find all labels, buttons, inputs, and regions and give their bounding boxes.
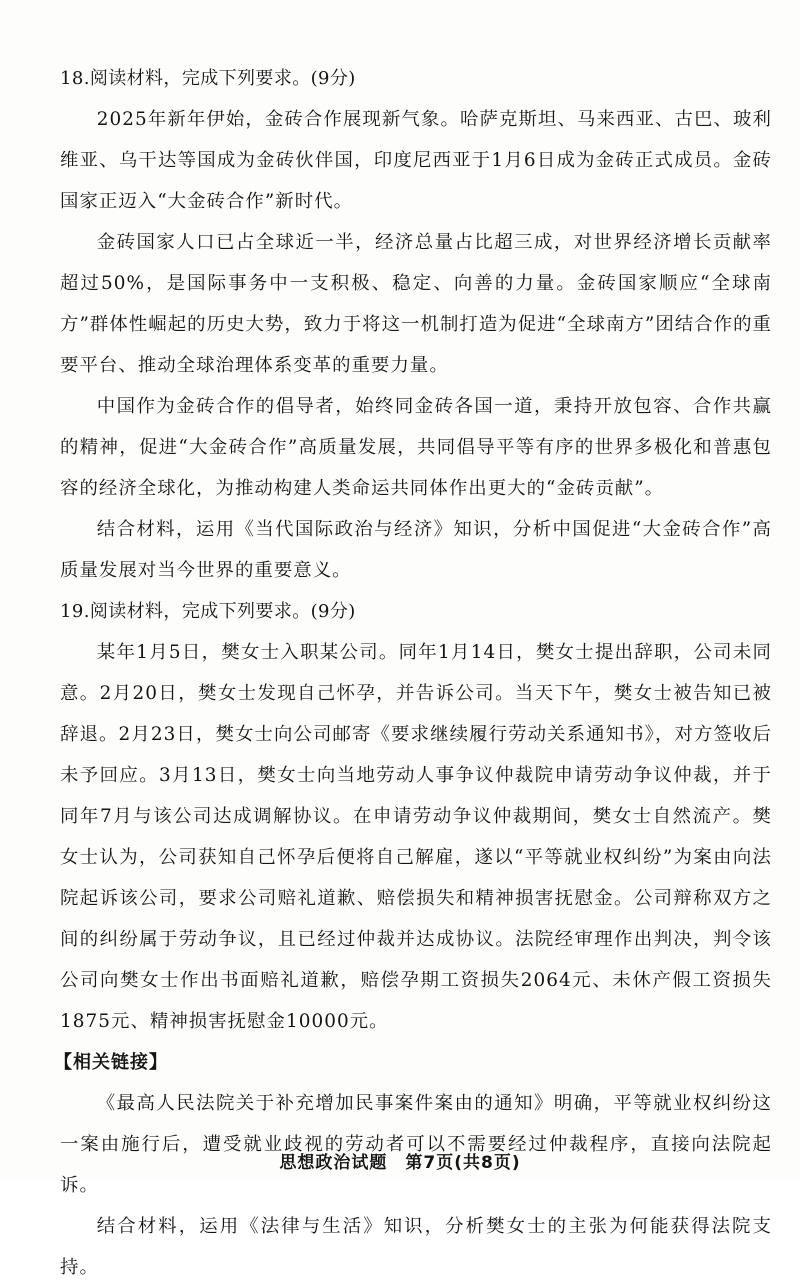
question-18-title: 18.阅读材料，完成下列要求。(9分) xyxy=(60,68,356,89)
question-18 xyxy=(60,58,772,591)
question-19-title: 19.阅读材料，完成下列要求。(9分) xyxy=(60,601,356,622)
question-19-paragraph-1: 某年1月5日，樊女士入职某公司。同年1月14日，樊女士提出辞职，公司未同意。2月20日，樊女士发现自己怀孕，并告诉公司。当天下午，樊女士被告知已被辞退。2月23日，樊女士向公司邮寄《要求继续履行劳动关系通知书》，对方签收后未予回应。3月13日，樊女士向当地劳动人事争议仲裁院申请劳动争议仲裁，并于同年7月与该公司达成调解协议。在申请劳动争议仲裁期间，樊女士自然流产。樊女士认为，公司获知自己怀孕后便将自己解雇，遂以“平等就业权纠纷”为案由向法院起诉该公司，要求公司赔礼道歉、赔偿损失和精神损害抚慰金。公司辩称双方之间的纠纷属于劳动争议，且已经过仲裁并达成协议。法院经审理作出判决，判令该公司向樊女士作出书面赔礼道歉，赔偿孕期工资损失2064元、未休产假工资损失1875元、精神损害抚慰金10000元。 xyxy=(60,642,772,1032)
page-content xyxy=(54,58,772,1288)
question-18-paragraph-2: 金砖国家人口已占全球近一半，经济总量占比超三成，对世界经济增长贡献率超过50%，是国际事务中一支积极、稳定、向善的力量。金砖国家顺应“全球南方”群体性崛起的历史大势，致力于将这一机制打造为促进“全球南方”团结合作的重要平台、推动全球治理体系变革的重要力量。 xyxy=(60,232,772,376)
question-18-task: 结合材料，运用《当代国际政治与经济》知识，分析中国促进“大金砖合作”高质量发展对当今世界的重要意义。 xyxy=(60,519,772,581)
related-link-header: 【相关链接】 xyxy=(54,1052,168,1073)
related-link-paragraph: 《最高人民法院关于补充增加民事案件案由的通知》明确，平等就业权纠纷这一案由施行后，遭受就业歧视的劳动者可以不需要经过仲裁程序，直接向法院起诉。 xyxy=(60,1093,772,1196)
question-19 xyxy=(54,591,772,1288)
page-footer: 思想政治试题 第7页(共8页) xyxy=(279,1153,521,1173)
question-19-task: 结合材料，运用《法律与生活》知识，分析樊女士的主张为何能获得法院支持。 xyxy=(60,1216,772,1278)
question-18-paragraph-3: 中国作为金砖合作的倡导者，始终同金砖各国一道，秉持开放包容、合作共赢的精神，促进“大金砖合作”高质量发展，共同倡导平等有序的世界多极化和普惠包容的经济全球化，为推动构建人类命运共同体作出更大的“金砖贡献”。 xyxy=(60,396,772,499)
question-18-paragraph-1: 2025年新年伊始，金砖合作展现新气象。哈萨克斯坦、马来西亚、古巴、玻利维亚、乌干达等国成为金砖伙伴国，印度尼西亚于1月6日成为金砖正式成员。金砖国家正迈入“大金砖合作”新时代。 xyxy=(60,109,772,212)
